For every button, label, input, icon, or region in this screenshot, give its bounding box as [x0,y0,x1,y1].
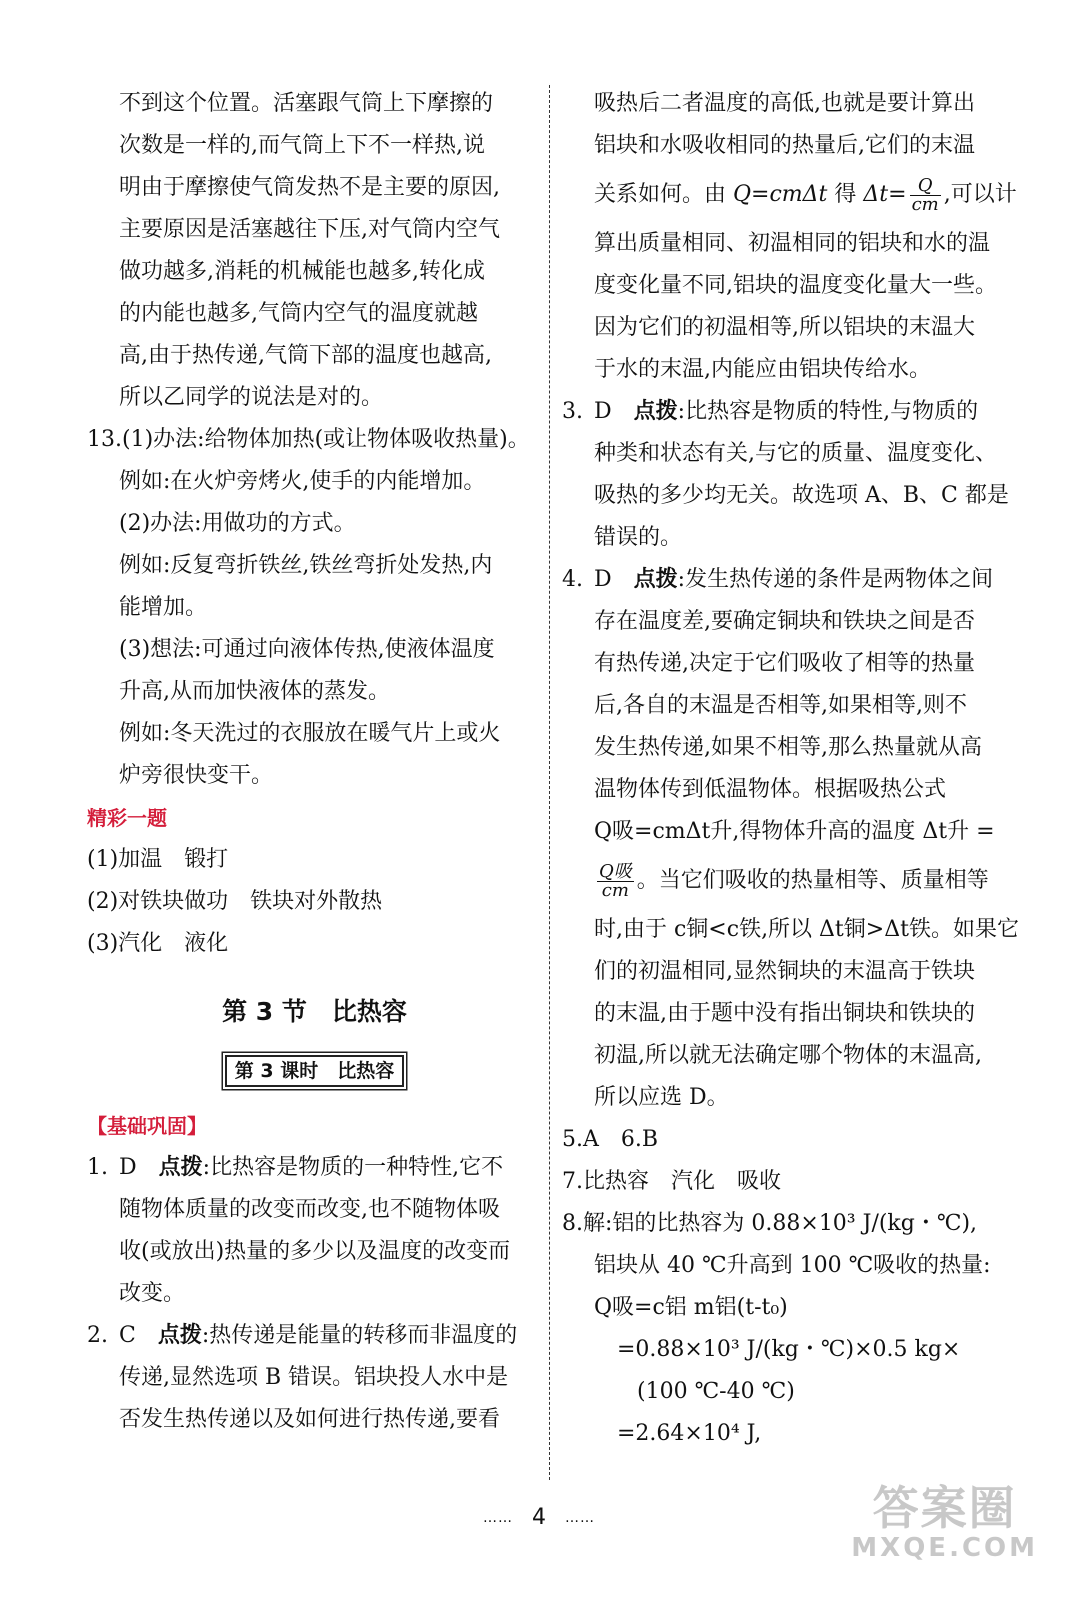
question-number: 4. [562,567,583,592]
text-line: 种类和状态有关,与它的质量、温度变化、 [594,441,997,466]
text: :比热容是物质的特性,与物质的 [677,399,979,424]
text-line: 8.解:铝的比热容为 0.88×10³ J/(kg・℃), [562,1211,978,1236]
q13-answer [87,419,542,797]
text-line: 主要原因是活塞越往下压,对气筒内空气 [119,217,500,242]
text-line: 的末温,由于题中没有指出铜块和铁块的 [594,1001,975,1026]
q2-continuation [562,83,1037,391]
text: 。当它们吸收的热量相等、质量相等 [636,868,989,893]
hint-label: 点拨 [633,567,678,592]
fraction-denominator: cm [601,879,629,901]
text-line: 升高,从而加快液体的蒸发。 [119,679,390,704]
q2-answer [87,1315,542,1441]
text-line: 因为它们的初温相等,所以铝块的末温大 [594,315,975,340]
text-line: 错误的。 [594,525,683,550]
text-line: 发生热传递,如果不相等,那么热量就从高 [594,735,982,760]
text-line: 改变。 [119,1281,186,1306]
q4-answer [562,559,1037,1119]
text-line: 温物体传到低温物体。根据吸热公式 [594,777,947,802]
text-line: 们的初温相同,显然铜块的末温高于铁块 [594,959,975,984]
hint-label: 点拨 [157,1323,202,1348]
footer-dots: …… [483,1510,513,1526]
right-column [562,83,1037,1455]
q7-answer: 7.比热容 汽化 吸收 [562,1169,781,1194]
q1-answer [87,1147,542,1315]
text: :热传递是能量的转移而非温度的 [201,1323,518,1348]
text-line: 炉旁很快变干。 [119,763,274,788]
watermark-logo-text: 答案圈 [872,1481,1017,1535]
fraction-numerator: Q [910,177,941,196]
text-line: 度变化量不同,铝块的温度变化量大一些。 [594,273,997,298]
text-line: (3)想法:可通过向液体传热,使液体温度 [119,637,495,662]
left-column [87,83,542,1441]
column-divider [549,85,550,1480]
q12-continuation [87,83,542,419]
text-line: 做功越多,消耗的机械能也越多,转化成 [119,259,485,284]
text-line: 存在温度差,要确定铜块和铁块之间是否 [594,609,975,634]
text-line: 吸热后二者温度的高低,也就是要计算出 [594,91,975,116]
text-line: 不到这个位置。活塞跟气筒上下摩擦的 [119,91,494,116]
formula: Q=cmΔt [733,182,828,207]
text-line: 例如:反复弯折铁丝,铁丝弯折处发热,内 [119,553,493,578]
answer-letter: D [119,1155,137,1180]
watermark [851,1482,1038,1562]
text: :比热容是物质的一种特性,它不 [202,1155,504,1180]
text-line: 随物体质量的改变而改变,也不随物体吸 [119,1197,500,1222]
text-line: 于水的末温,内能应由铝块传给水。 [594,357,931,382]
text-line: 13.(1)办法:给物体加热(或让物体吸收热量)。 [87,427,530,452]
equation-line: =2.64×10⁴ J, [617,1421,762,1446]
text: :发生热传递的条件是两物体之间 [677,567,994,592]
formula-line [594,167,1037,223]
answer-letter: D [594,399,612,424]
fraction-numerator: Q吸 [599,860,632,882]
text-line: 所以应选 D。 [594,1085,729,1110]
basic-heading: 【基础巩固】 [87,1114,207,1138]
text-line: 的内能也越多,气筒内空气的温度就越 [119,301,478,326]
fraction-denominator: cm [911,193,939,215]
text-line: 次数是一样的,而气筒上下不一样热,说 [119,133,485,158]
answer-letter: C [119,1323,136,1348]
answer-letter: D [594,567,612,592]
text: 关系如何。由 [594,182,733,207]
equation-line: Q吸=c铝 m铝(t-t₀) [594,1295,788,1320]
question-number: 3. [562,399,583,424]
text: ,可以计 [943,182,1017,207]
q3-answer [562,391,1037,559]
question-number: 1. [87,1155,108,1180]
text-line: 初温,所以就无法确定哪个物体的末温高, [594,1043,982,1068]
fraction [597,860,634,901]
text-line: 吸热的多少均无关。故选项 A、B、C 都是 [594,483,1009,508]
text-line: 高,由于热传递,气筒下部的温度也越高, [119,343,492,368]
page-number: 4 [532,1505,546,1530]
text-line: 传递,显然选项 B 错误。铝块投人水中是 [119,1365,509,1390]
text-line: 明由于摩擦使气筒发热不是主要的原因, [119,175,500,200]
question-number: 2. [87,1323,108,1348]
equation-line: (100 ℃-40 ℃) [637,1379,795,1404]
text-line: 例如:冬天洗过的衣服放在暖气片上或火 [119,721,501,746]
jingcai-item: (2)对铁块做功 铁块对外散热 [87,889,383,914]
text-line: 能增加。 [119,595,208,620]
jingcai-item: (1)加温 锻打 [87,847,229,872]
text-line: 时,由于 c铜<c铁,所以 Δt铜>Δt铁。如果它 [594,917,1019,942]
watermark-url: MXQE.COM [851,1533,1038,1563]
fraction [910,174,941,215]
equation-line: =0.88×10³ J/(kg・℃)×0.5 kg× [617,1337,961,1362]
text-line: 算出质量相同、初温相同的铝块和水的温 [594,231,991,256]
formula-line: Q吸=cmΔt升,得物体升高的温度 Δt升 = [594,819,995,844]
footer-dots: …… [565,1510,595,1526]
text-line: 有热传递,决定于它们吸收了相等的热量 [594,651,975,676]
text-line: (2)办法:用做功的方式。 [119,511,356,536]
text-line: 所以乙同学的说法是对的。 [119,385,384,410]
text-line: 铝块和水吸收相同的热量后,它们的末温 [594,133,975,158]
text-line: 后,各自的末温是否相等,如果相等,则不 [594,693,967,718]
text-line: 收(或放出)热量的多少以及温度的改变而 [119,1239,511,1264]
text-line: 铝块从 40 ℃升高到 100 ℃吸收的热量: [594,1253,991,1278]
section-title: 第 3 节 比热容 [222,997,407,1026]
jingcai-heading: 精彩一题 [87,806,167,830]
jingcai-item: (3)汽化 液化 [87,931,229,956]
formula: Δt= [863,182,907,207]
text-line: 否发生热传递以及如何进行热传递,要看 [119,1407,500,1432]
q5-q6-answers: 5.A 6.B [562,1127,659,1152]
text: 得 [827,182,864,207]
formula-line [594,853,1037,909]
hint-label: 点拨 [158,1155,203,1180]
lesson-title: 第 3 课时 比热容 [225,1055,404,1087]
hint-label: 点拨 [633,399,678,424]
q8-answer [562,1203,1037,1455]
text-line: 例如:在火炉旁烤火,使手的内能增加。 [119,469,486,494]
